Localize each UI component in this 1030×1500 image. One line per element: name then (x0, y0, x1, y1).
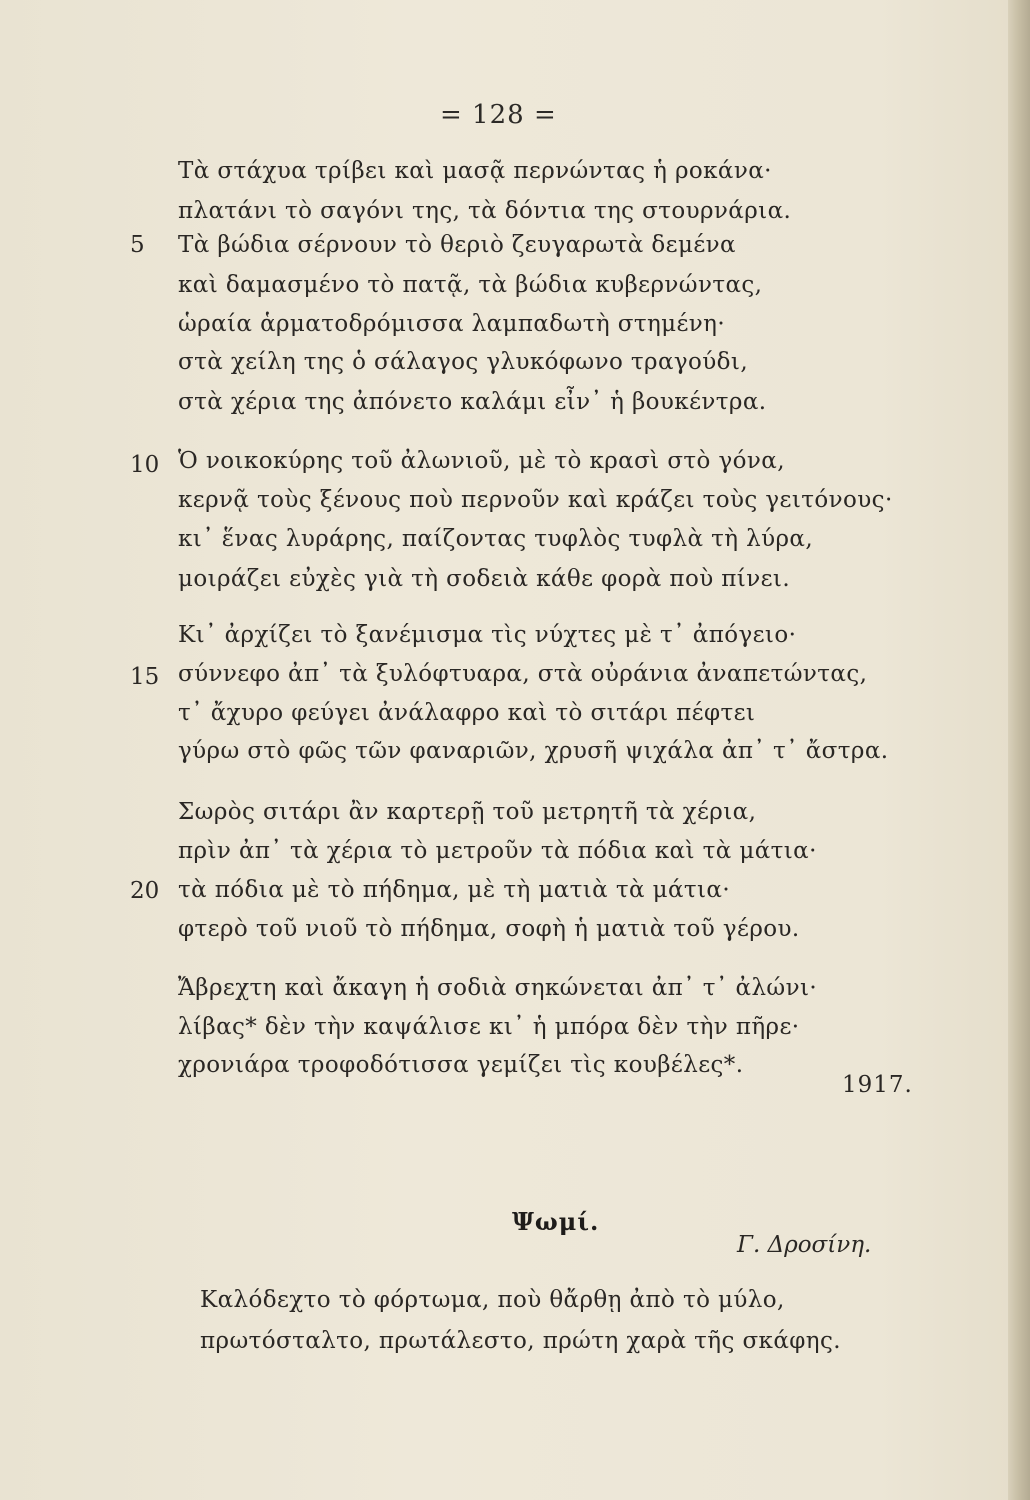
line-number: 15 (130, 664, 160, 690)
poem-line: τ᾽ ἄχυρο φεύγει ἀνάλαφρο καὶ τὸ σιτάρι πέφτει (178, 700, 756, 726)
poem-line: στὰ χέρια της ἀπόνετο καλάμι εἶν᾽ ἡ βουκέντρα. (178, 389, 767, 415)
line-number: 20 (130, 878, 160, 904)
poem-line: πρωτόσταλτο, πρωτάλεστο, πρώτη χαρὰ τῆς σκάφης. (200, 1328, 841, 1354)
poem-line: γύρω στὸ φῶς τῶν φαναριῶν, χρυσῆ ψιχάλα ἀπ᾽ τ᾽ ἄστρα. (178, 738, 889, 764)
line-number: 5 (130, 232, 145, 258)
poem-line: μοιράζει εὐχὲς γιὰ τὴ σοδειὰ κάθε φορὰ ποὺ πίνει. (178, 566, 791, 592)
book-spine (1008, 0, 1030, 1500)
poem-line: καὶ δαμασμένο τὸ πατᾷ, τὰ βώδια κυβερνώντας, (178, 272, 763, 298)
poem-line: Καλόδεχτο τὸ φόρτωμα, ποὺ θἄρθῃ ἀπὸ τὸ μύλο, (200, 1287, 785, 1313)
page-number: = 128 = (440, 100, 557, 130)
poem-line: Τὰ βώδια σέρνουν τὸ θεριὸ ζευγαρωτὰ δεμένα (178, 232, 736, 258)
poem-line: Σωρὸς σιτάρι ἂν καρτερῇ τοῦ μετρητῆ τὰ χέρια, (178, 799, 757, 825)
poem-line: Ἄβρεχτη καὶ ἄκαγη ἡ σοδιὰ σηκώνεται ἀπ᾽ τ᾽ ἀλώνι· (178, 975, 818, 1001)
poem-line: πλατάνι τὸ σαγόνι της, τὰ δόντια της στουρνάρια. (178, 198, 792, 224)
poem-title: Ψωμί. (512, 1207, 600, 1236)
line-number: 10 (130, 452, 160, 478)
poem-line: Κι᾽ ἀρχίζει τὸ ξανέμισμα τὶς νύχτες μὲ τ᾽ ἀπόγειο· (178, 622, 797, 648)
poem-line: στὰ χείλη της ὁ σάλαγος γλυκόφωνο τραγούδι, (178, 349, 749, 375)
poem-line: Ὁ νοικοκύρης τοῦ ἀλωνιοῦ, μὲ τὸ κρασὶ στὸ γόνα, (178, 448, 785, 474)
poem-line: πρὶν ἀπ᾽ τὰ χέρια τὸ μετροῦν τὰ πόδια καὶ τὰ μάτια· (178, 838, 817, 864)
poem-line: χρονιάρα τροφοδότισσα γεμίζει τὶς κουβέλες*. (178, 1052, 744, 1078)
poem-line: ὡραία ἁρματοδρόμισσα λαμπαδωτὴ στημένη· (178, 311, 726, 337)
poem-line: κι᾽ ἕνας λυράρης, παίζοντας τυφλὸς τυφλὰ τὴ λύρα, (178, 526, 814, 552)
poem-line: φτερὸ τοῦ νιοῦ τὸ πήδημα, σοφὴ ἡ ματιὰ τοῦ γέρου. (178, 916, 800, 942)
poem-line: Τὰ στάχυα τρίβει καὶ μασᾷ περνώντας ἡ ροκάνα· (178, 158, 772, 184)
poem-line: σύννεφο ἀπ᾽ τὰ ξυλόφτυαρα, στὰ οὐράνια ἀναπετώντας, (178, 661, 868, 687)
poem-date: 1917. (842, 1072, 913, 1098)
poem-author: Γ. Δροσίνη. (737, 1232, 872, 1258)
poem-line: κερνᾷ τοὺς ξένους ποὺ περνοῦν καὶ κράζει τοὺς γειτόνους· (178, 487, 893, 513)
poem-line: τὰ πόδια μὲ τὸ πήδημα, μὲ τὴ ματιὰ τὰ μάτια· (178, 877, 731, 903)
poem-line: λίβας* δὲν τὴν καψάλισε κι᾽ ἡ μπόρα δὲν τὴν πῆρε· (178, 1014, 800, 1040)
